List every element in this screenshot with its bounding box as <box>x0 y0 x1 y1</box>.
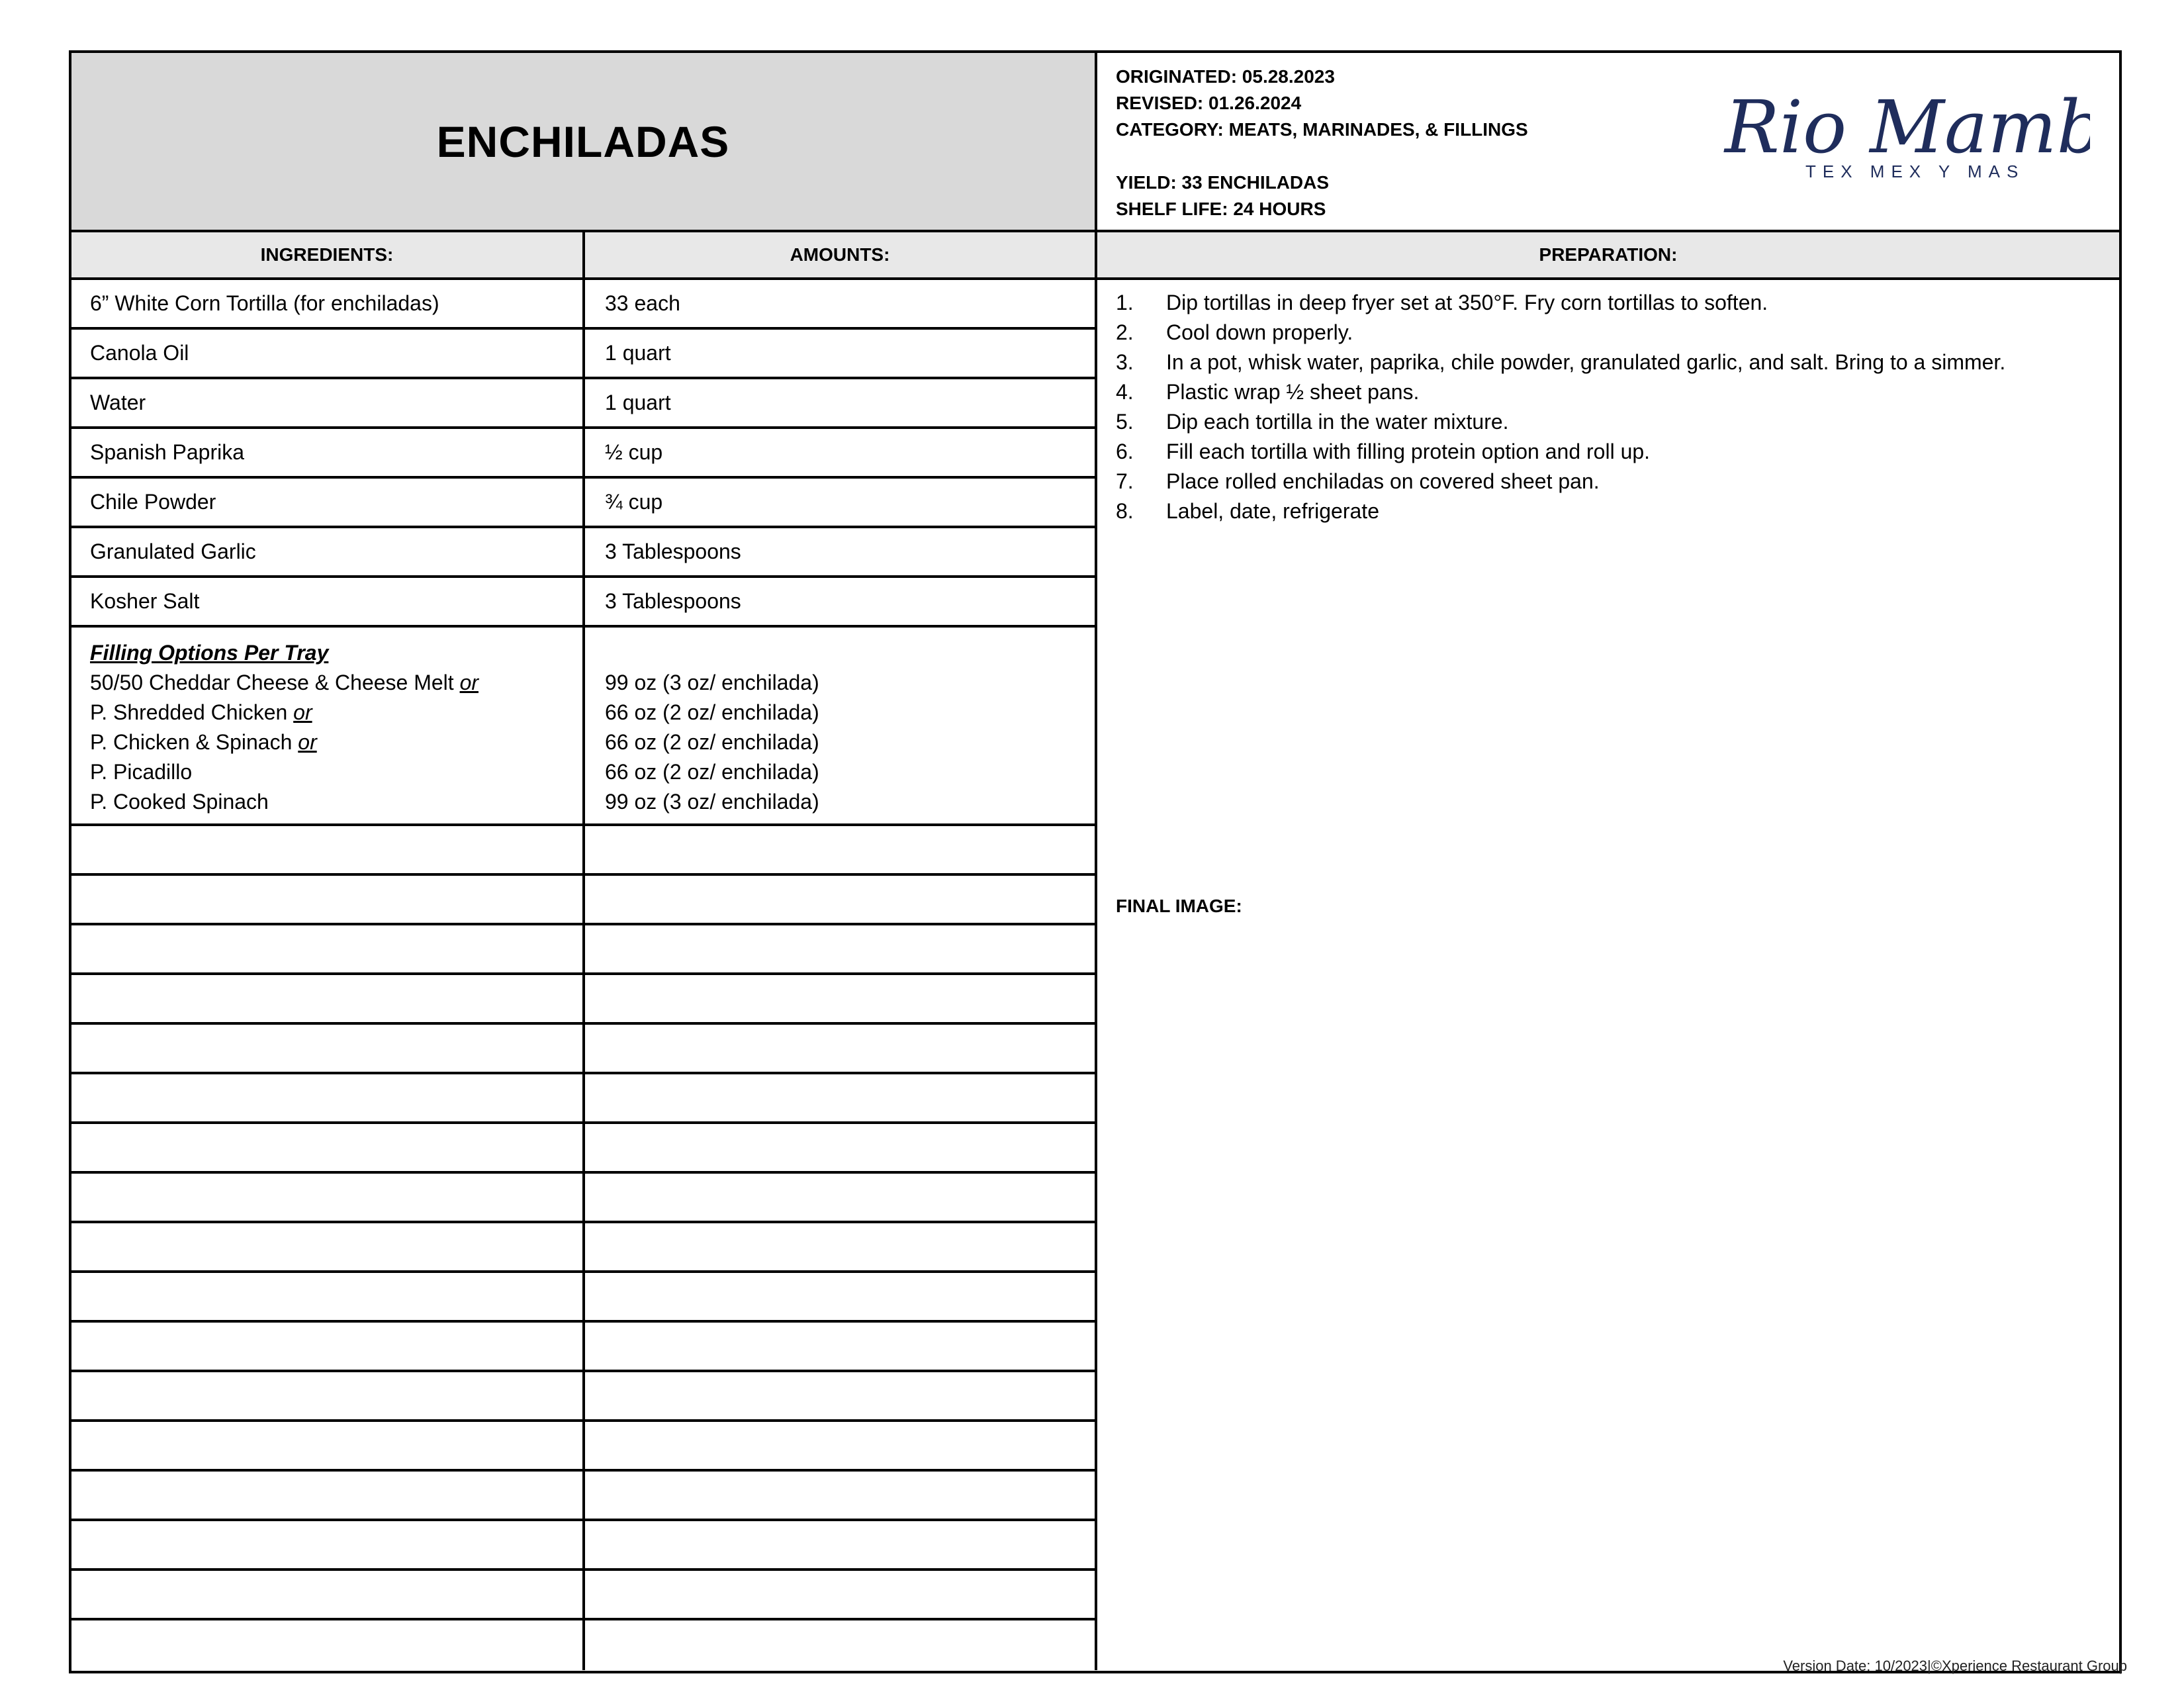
ingredient-name: Canola Oil <box>71 330 585 377</box>
ingredient-amount: ¾ cup <box>585 479 1097 526</box>
step-text: Cool down properly. <box>1166 320 1353 344</box>
ingredient-name: Water <box>71 379 585 426</box>
preparation-step <box>1116 467 2005 496</box>
ingredient-row <box>71 528 1097 578</box>
step-number: 7. <box>1116 469 1134 493</box>
empty-amount-cell <box>585 1571 1097 1618</box>
ingredient-amount: ½ cup <box>585 429 1097 476</box>
preparation-header: PREPARATION: <box>1097 232 2119 280</box>
empty-amount-cell <box>585 1521 1097 1568</box>
step-text: Plastic wrap ½ sheet pans. <box>1166 380 1420 404</box>
recipe-card <box>69 50 2122 1673</box>
empty-row <box>71 1472 1097 1521</box>
empty-ingredient-cell <box>71 1124 585 1171</box>
empty-amount-cell <box>585 1372 1097 1419</box>
empty-ingredient-cell <box>71 1223 585 1270</box>
empty-amount-cell <box>585 826 1097 873</box>
filling-options-amounts <box>585 628 1097 823</box>
empty-amount-cell <box>585 1323 1097 1370</box>
version-footer: Version Date: 10/2023|©Xperience Restaurant Group <box>1783 1658 2127 1674</box>
empty-ingredient-cell <box>71 1372 585 1419</box>
filling-option <box>90 787 269 817</box>
step-number: 1. <box>1116 291 1134 314</box>
empty-ingredient-cell <box>71 1025 585 1072</box>
filling-option-name: P. Shredded Chicken <box>90 700 288 724</box>
step-text: Place rolled enchiladas on covered sheet pan. <box>1166 469 1600 493</box>
filling-option <box>90 668 478 698</box>
empty-row <box>71 925 1097 975</box>
filling-option-name: 50/50 Cheddar Cheese & Cheese Melt <box>90 671 454 694</box>
ingredient-amount: 3 Tablespoons <box>585 578 1097 625</box>
ingredient-name: Chile Powder <box>71 479 585 526</box>
empty-ingredient-cell <box>71 826 585 873</box>
filling-option-amount: 66 oz (2 oz/ enchilada) <box>605 760 819 784</box>
svg-text:Rio Mambo: Rio Mam <box>1725 85 2057 169</box>
preparation-step <box>1116 348 2005 377</box>
empty-row <box>71 1571 1097 1620</box>
empty-amount-cell <box>585 1273 1097 1320</box>
preparation-step <box>1116 288 2005 318</box>
empty-row <box>71 1323 1097 1372</box>
empty-row <box>71 1223 1097 1273</box>
filling-option <box>90 698 312 727</box>
empty-ingredient-cell <box>71 1472 585 1519</box>
ingredient-row <box>71 429 1097 479</box>
preparation-step <box>1116 496 2005 526</box>
preparation-step <box>1116 437 2005 467</box>
step-text: Dip each tortilla in the water mixture. <box>1166 410 1509 434</box>
ingredient-name: 6” White Corn Tortilla (for enchiladas) <box>71 280 585 327</box>
empty-row <box>71 1074 1097 1124</box>
empty-row <box>71 1025 1097 1074</box>
ingredient-row <box>71 280 1097 330</box>
empty-ingredient-cell <box>71 1074 585 1121</box>
ingredient-amount: 1 quart <box>585 379 1097 426</box>
revised-date: REVISED: 01.26.2024 <box>1116 93 1302 113</box>
originated-date: ORIGINATED: 05.28.2023 <box>1116 66 1335 87</box>
filling-option-name: P. Chicken & Spinach <box>90 730 293 754</box>
preparation-step <box>1116 377 2005 407</box>
empty-amount-cell <box>585 876 1097 923</box>
empty-ingredient-cell <box>71 925 585 972</box>
step-text: In a pot, whisk water, paprika, chile powder, granulated garlic, and salt. Bring to a simmer. <box>1166 350 2006 374</box>
step-number: 8. <box>1116 499 1134 523</box>
ingredient-row <box>71 379 1097 429</box>
meta-cell <box>1097 53 2119 232</box>
meta-lines <box>1116 64 1528 222</box>
filling-option-amount: 99 oz (3 oz/ enchilada) <box>605 790 819 814</box>
ingredient-row <box>71 578 1097 628</box>
empty-row <box>71 1521 1097 1571</box>
empty-row <box>71 1174 1097 1223</box>
ingredient-row <box>71 479 1097 528</box>
empty-ingredient-cell <box>71 1323 585 1370</box>
ingredient-amount: 3 Tablespoons <box>585 528 1097 575</box>
preparation-panel <box>1097 280 2119 1671</box>
empty-amount-cell <box>585 1174 1097 1221</box>
empty-row <box>71 1372 1097 1422</box>
ingredient-amount: 33 each <box>585 280 1097 327</box>
svg-text:TEX MEX Y MAS: TEX MEX Y MAS <box>1805 162 2025 181</box>
filling-options-heading: Filling Options Per Tray <box>90 641 329 665</box>
ingredients-table <box>71 280 1097 1670</box>
empty-row <box>71 1620 1097 1670</box>
step-number: 5. <box>1116 410 1134 434</box>
filling-options-row <box>71 628 1097 826</box>
ingredient-name: Kosher Salt <box>71 578 585 625</box>
empty-ingredient-cell <box>71 1521 585 1568</box>
empty-row <box>71 876 1097 925</box>
title-cell <box>71 53 1097 232</box>
empty-amount-cell <box>585 975 1097 1022</box>
preparation-step <box>1116 318 2005 348</box>
filling-option-amount: 66 oz (2 oz/ enchilada) <box>605 730 819 754</box>
shelf-life: SHELF LIFE: 24 HOURS <box>1116 199 1326 219</box>
empty-row <box>71 1273 1097 1323</box>
rio-mambo-logo <box>1719 78 2090 191</box>
category: CATEGORY: MEATS, MARINADES, & FILLINGS <box>1116 119 1528 140</box>
empty-ingredient-cell <box>71 1273 585 1320</box>
step-text: Fill each tortilla with filling protein option and roll up. <box>1166 440 1651 463</box>
filling-option <box>90 757 192 787</box>
empty-amount-cell <box>585 1223 1097 1270</box>
empty-row <box>71 1422 1097 1472</box>
ingredient-name: Spanish Paprika <box>71 429 585 476</box>
empty-row <box>71 975 1097 1025</box>
empty-ingredient-cell <box>71 1620 585 1670</box>
empty-amount-cell <box>585 1124 1097 1171</box>
preparation-step <box>1116 407 2005 437</box>
step-number: 4. <box>1116 380 1134 404</box>
filling-options-names <box>71 628 585 823</box>
yield: YIELD: 33 ENCHILADAS <box>1116 172 1330 193</box>
empty-amount-cell <box>585 1472 1097 1519</box>
step-number: 3. <box>1116 350 1134 374</box>
step-number: 6. <box>1116 440 1134 463</box>
ingredient-row <box>71 330 1097 379</box>
empty-ingredient-cell <box>71 1571 585 1618</box>
ingredients-header: INGREDIENTS: <box>71 232 585 280</box>
amounts-header: AMOUNTS: <box>585 232 1097 280</box>
empty-amount-cell <box>585 925 1097 972</box>
filling-option <box>90 727 317 757</box>
filling-option-name: P. Picadillo <box>90 760 193 784</box>
ingredient-name: Granulated Garlic <box>71 528 585 575</box>
ingredient-amount: 1 quart <box>585 330 1097 377</box>
filling-option-amount: 66 oz (2 oz/ enchilada) <box>605 700 819 724</box>
empty-ingredient-cell <box>71 876 585 923</box>
empty-amount-cell <box>585 1620 1097 1670</box>
or-word: or <box>459 671 479 694</box>
empty-row <box>71 826 1097 876</box>
final-image-label: FINAL IMAGE: <box>1116 896 1242 916</box>
empty-amount-cell <box>585 1025 1097 1072</box>
empty-amount-cell <box>585 1422 1097 1469</box>
empty-ingredient-cell <box>71 1422 585 1469</box>
empty-ingredient-cell <box>71 975 585 1022</box>
preparation-steps <box>1116 288 2005 526</box>
or-word: or <box>293 700 312 724</box>
empty-row <box>71 1124 1097 1174</box>
step-number: 2. <box>1116 320 1134 344</box>
step-text: Label, date, refrigerate <box>1166 499 1379 523</box>
recipe-title: ENCHILADAS <box>436 117 730 166</box>
empty-amount-cell <box>585 1074 1097 1121</box>
filling-option-amount: 99 oz (3 oz/ enchilada) <box>605 671 819 694</box>
empty-ingredient-cell <box>71 1174 585 1221</box>
or-word: or <box>298 730 317 754</box>
filling-option-name: P. Cooked Spinach <box>90 790 269 814</box>
step-text: Dip tortillas in deep fryer set at 350°F. Fry corn tortillas to soften. <box>1166 291 1768 314</box>
